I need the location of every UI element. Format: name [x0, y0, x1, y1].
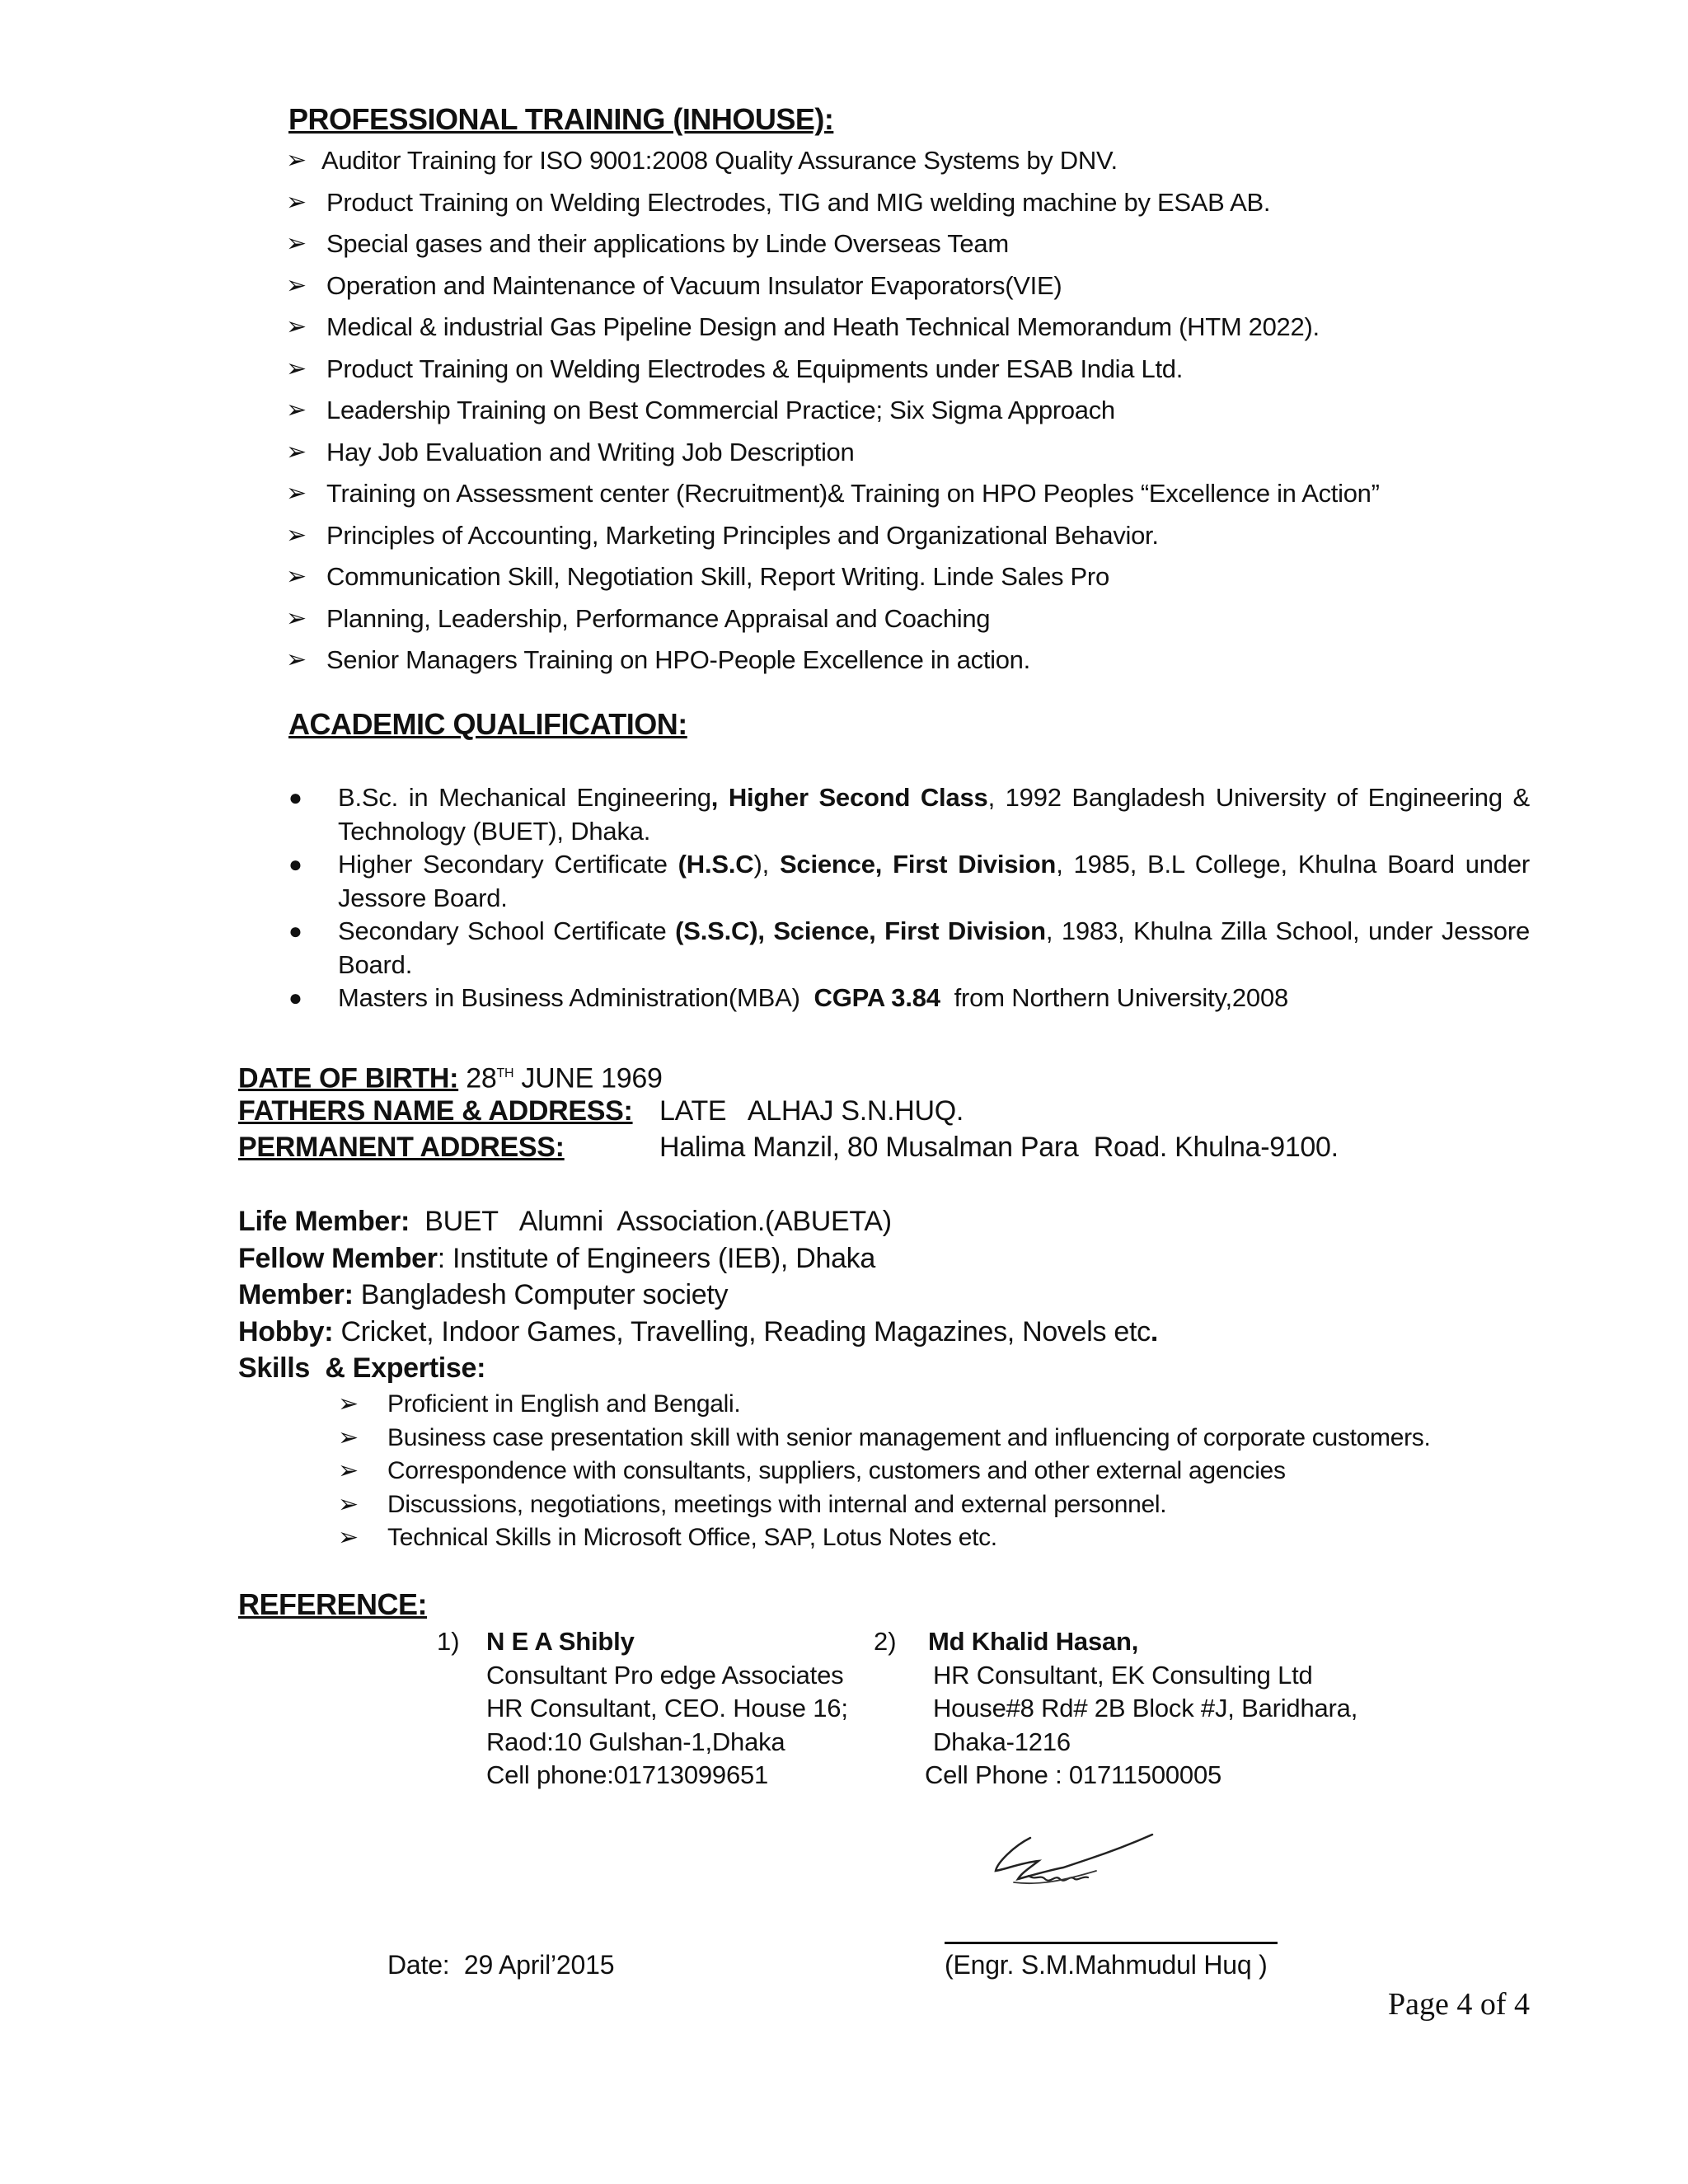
list-item: ➢ Training on Assessment center (Recruitment)& Training on HPO Peoples “Excellence in Action” — [288, 477, 1525, 519]
reference-2-number: 2) — [874, 1627, 897, 1656]
arrowhead-bullet-icon: ➢ — [286, 563, 307, 590]
list-item: ➢ Planning, Leadership, Performance Appraisal and Coaching — [288, 602, 1525, 644]
arrowhead-bullet-icon: ➢ — [286, 354, 307, 382]
arrowhead-bullet-icon: ➢ — [286, 480, 307, 507]
list-item: ➢ Auditor Training for ISO 9001:2008 Quality Assurance Systems by DNV. — [288, 144, 1525, 186]
signatory-name: (Engr. S.M.Mahmudul Huq ) — [945, 1950, 1268, 1980]
arrowhead-bullet-icon: ➢ — [286, 188, 307, 216]
list-item: ➢ Hay Job Evaluation and Writing Job Description — [288, 436, 1525, 478]
arrowhead-bullet-icon: ➢ — [286, 230, 307, 257]
list-item: ➢ Product Training on Welding Electrodes & Equipments under ESAB India Ltd. — [288, 353, 1525, 395]
dot-bullet-icon: ● — [288, 785, 302, 810]
training-heading: PROFESSIONAL TRAINING (INHOUSE): — [288, 102, 834, 136]
permanent-address-label: PERMANENT ADDRESS: — [238, 1132, 565, 1163]
list-item: ➢ Operation and Maintenance of Vacuum Insulator Evaporators(VIE) — [288, 269, 1525, 312]
arrowhead-bullet-icon: ➢ — [338, 1390, 359, 1418]
dot-bullet-icon: ● — [288, 851, 302, 877]
arrowhead-bullet-icon: ➢ — [338, 1423, 359, 1451]
date: Date: 29 April’2015 — [387, 1950, 615, 1980]
arrowhead-bullet-icon: ➢ — [338, 1524, 359, 1551]
academic-list — [288, 781, 1530, 1015]
academic-heading: ACADEMIC QUALIFICATION: — [288, 707, 687, 741]
training-list — [288, 144, 1525, 686]
list-item: ● Masters in Business Administration(MBA) CGPA 3.84 from Northern University,2008 — [288, 982, 1530, 1015]
list-item: ➢ Medical & industrial Gas Pipeline Design and Heath Technical Memorandum (HTM 2022). — [288, 311, 1525, 353]
fathers-name-value: LATE ALHAJ S.N.HUQ. — [659, 1095, 964, 1127]
arrowhead-bullet-icon: ➢ — [286, 147, 307, 174]
permanent-address-value: Halima Manzil, 80 Musalman Para Road. Khulna-9100. — [659, 1132, 1339, 1163]
dot-bullet-icon: ● — [288, 918, 302, 944]
signature-line — [945, 1942, 1278, 1944]
fellow-member: Fellow Member: Institute of Engineers (IEB), Dhaka — [238, 1243, 875, 1274]
life-member: Life Member: BUET Alumni Association.(ABUETA) — [238, 1206, 892, 1237]
reference-1-number: 1) — [437, 1627, 460, 1656]
arrowhead-bullet-icon: ➢ — [286, 396, 307, 424]
list-item: ● Higher Secondary Certificate (H.S.C), Science, First Division, 1985, B.L College, Khulna Board under Jessore Board. — [288, 850, 1531, 912]
arrowhead-bullet-icon: ➢ — [286, 438, 307, 466]
list-item: ● Secondary School Certificate (S.S.C), Science, First Division, 1983, Khulna Zilla School, under Jessore Board. — [288, 916, 1530, 979]
list-item: ➢ Senior Managers Training on HPO-People Excellence in action. — [288, 644, 1525, 686]
list-item: ➢ Special gases and their applications by Linde Overseas Team — [288, 227, 1525, 269]
arrowhead-bullet-icon: ➢ — [338, 1490, 359, 1518]
list-item: ➢ Communication Skill, Negotiation Skill, Report Writing. Linde Sales Pro — [288, 560, 1525, 602]
arrowhead-bullet-icon: ➢ — [286, 521, 307, 549]
fathers-name-label: FATHERS NAME & ADDRESS: — [238, 1095, 633, 1127]
date-of-birth: DATE OF BIRTH: 28TH JUNE 1969 — [238, 1062, 663, 1094]
handwritten-signature — [981, 1821, 1170, 1912]
reference-heading: REFERENCE: — [238, 1587, 428, 1621]
list-item: ➢ Principles of Accounting, Marketing Principles and Organizational Behavior. — [288, 519, 1525, 561]
reference-1: N E A Shibly Consultant Pro edge Associates HR Consultant, CEO. House 16; Raod:10 Gulshan-1,Dhaka Cell phone:01713099651 — [486, 1627, 848, 1789]
list-item: ➢ Product Training on Welding Electrodes, TIG and MIG welding machine by ESAB AB. — [288, 186, 1525, 228]
dot-bullet-icon: ● — [288, 985, 302, 1010]
skills-heading: Skills & Expertise: — [238, 1352, 486, 1384]
page-number: Page 4 of 4 — [1387, 1987, 1530, 2022]
arrowhead-bullet-icon: ➢ — [286, 646, 307, 673]
list-item: ● B.Sc. in Mechanical Engineering, Higher Second Class, 1992 Bangladesh University of Engineering & Technology (BUET), Dhaka. — [288, 783, 1530, 846]
reference-2: Md Khalid Hasan, HR Consultant, EK Consulting Ltd House#8 Rd# 2B Block #J, Baridhara, Dhaka-1216 Cell Phone : 01711500005 — [925, 1627, 1358, 1789]
member: Member: Bangladesh Computer society — [238, 1279, 729, 1310]
hobby: Hobby: Cricket, Indoor Games, Travelling, Reading Magazines, Novels etc. — [238, 1316, 1158, 1347]
arrowhead-bullet-icon: ➢ — [286, 313, 307, 340]
arrowhead-bullet-icon: ➢ — [286, 271, 307, 299]
arrowhead-bullet-icon: ➢ — [338, 1457, 359, 1484]
arrowhead-bullet-icon: ➢ — [286, 604, 307, 632]
list-item: ➢ Leadership Training on Best Commercial Practice; Six Sigma Approach — [288, 394, 1525, 436]
